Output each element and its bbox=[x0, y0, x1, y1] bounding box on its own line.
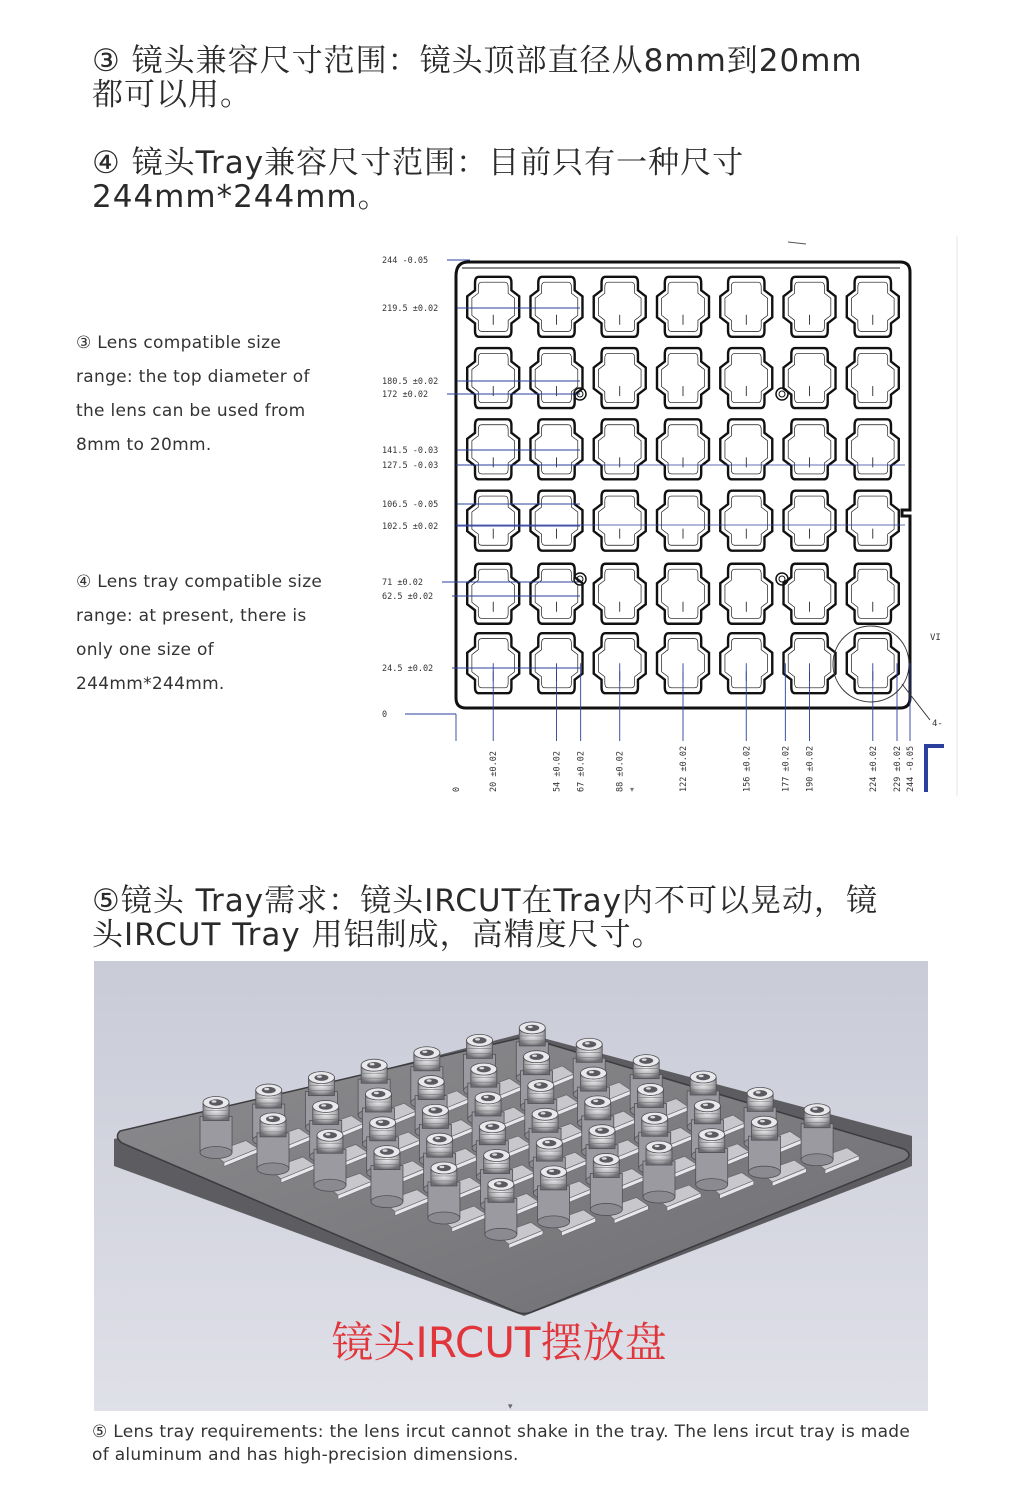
tray-drawing-svg bbox=[330, 236, 960, 796]
x-dimension-label: 20 ±0.02 bbox=[489, 751, 500, 792]
y-dimension-label: 106.5 -0.05 bbox=[382, 500, 439, 510]
tray-3d-render bbox=[94, 961, 928, 1411]
x-dimension-label: 177 ±0.02 bbox=[781, 745, 792, 792]
y-dimension-label: 172 ±0.02 bbox=[382, 390, 429, 400]
y-dimension-label: 219.5 ±0.02 bbox=[382, 304, 439, 314]
x-dimension-label: 190 ±0.02 bbox=[805, 745, 816, 792]
section-3-heading bbox=[92, 44, 932, 112]
section-3-heading-line2: 都可以用。 bbox=[92, 77, 252, 113]
section-4-heading-line1: ④ 镜头Tray兼容尺寸范围：目前只有一种尺寸 bbox=[92, 145, 745, 181]
section-5-heading-line2: 头IRCUT Tray 用铝制成，高精度尺寸。 bbox=[92, 917, 664, 953]
x-dimension-label: 224 ±0.02 bbox=[868, 745, 879, 792]
x-dimension-label: 156 ±0.02 bbox=[742, 745, 753, 792]
x-dimension-label: 54 ±0.02 bbox=[552, 751, 563, 792]
y-dimension-label: 102.5 ±0.02 bbox=[382, 522, 439, 532]
x-dimension-label: 122 ±0.02 bbox=[679, 745, 689, 792]
x-dimension-label: 229 ±0.02 bbox=[893, 745, 903, 792]
y-dimension-label: 71 ±0.02 bbox=[382, 578, 423, 588]
section-4-english-note: ④ Lens tray compatible size range: at present, there is only one size of 244mm*244mm. bbox=[76, 572, 323, 694]
section-4-heading bbox=[92, 146, 932, 214]
y-dimension-label: 244 -0.05 bbox=[382, 256, 429, 266]
section-5-heading-line1: ⑤镜头 Tray需求：镜头IRCUT在Tray内不可以晃动，镜 bbox=[92, 883, 878, 919]
section-5-heading bbox=[92, 884, 952, 952]
y-dimension-label: 180.5 ±0.02 bbox=[382, 377, 439, 387]
y-dimension-label: 0 bbox=[382, 710, 388, 720]
section-5-english-note: ⑤ Lens tray requirements: the lens ircut cannot shake in the tray. The lens ircut tray is made of aluminum and has high-precision dimensions. bbox=[92, 1422, 911, 1465]
section-3-heading-line1: ③ 镜头兼容尺寸范围：镜头顶部直径从8mm到20mm bbox=[92, 43, 863, 79]
x-dimension-label: 67 ±0.02 bbox=[576, 751, 587, 792]
y-dimension-label: 62.5 ±0.02 bbox=[382, 592, 434, 602]
render-caption: 镜头IRCUT摆放盘 bbox=[331, 1318, 667, 1367]
svg-text:▾: ▾ bbox=[630, 785, 635, 794]
tray-render-svg bbox=[94, 961, 928, 1411]
tray-technical-drawing bbox=[330, 236, 960, 796]
section-4-heading-line2: 244mm*244mm。 bbox=[92, 179, 390, 215]
y-dimension-label: 127.5 -0.03 bbox=[382, 461, 439, 471]
corner-label: 4- bbox=[932, 719, 943, 729]
section-3-english-note: ③ Lens compatible size range: the top diameter of the lens can be used from 8mm to 20mm. bbox=[76, 333, 310, 455]
svg-text:▾: ▾ bbox=[508, 1402, 513, 1411]
y-dimension-label: 24.5 ±0.02 bbox=[382, 664, 434, 674]
x-dimension-label: 0 bbox=[452, 786, 462, 792]
y-dimension-label: 141.5 -0.03 bbox=[382, 446, 439, 456]
x-dimension-label: 244 -0.05 bbox=[906, 745, 916, 792]
view-label: VI bbox=[930, 633, 941, 643]
x-dimension-label: 88 ±0.02 bbox=[615, 751, 626, 792]
